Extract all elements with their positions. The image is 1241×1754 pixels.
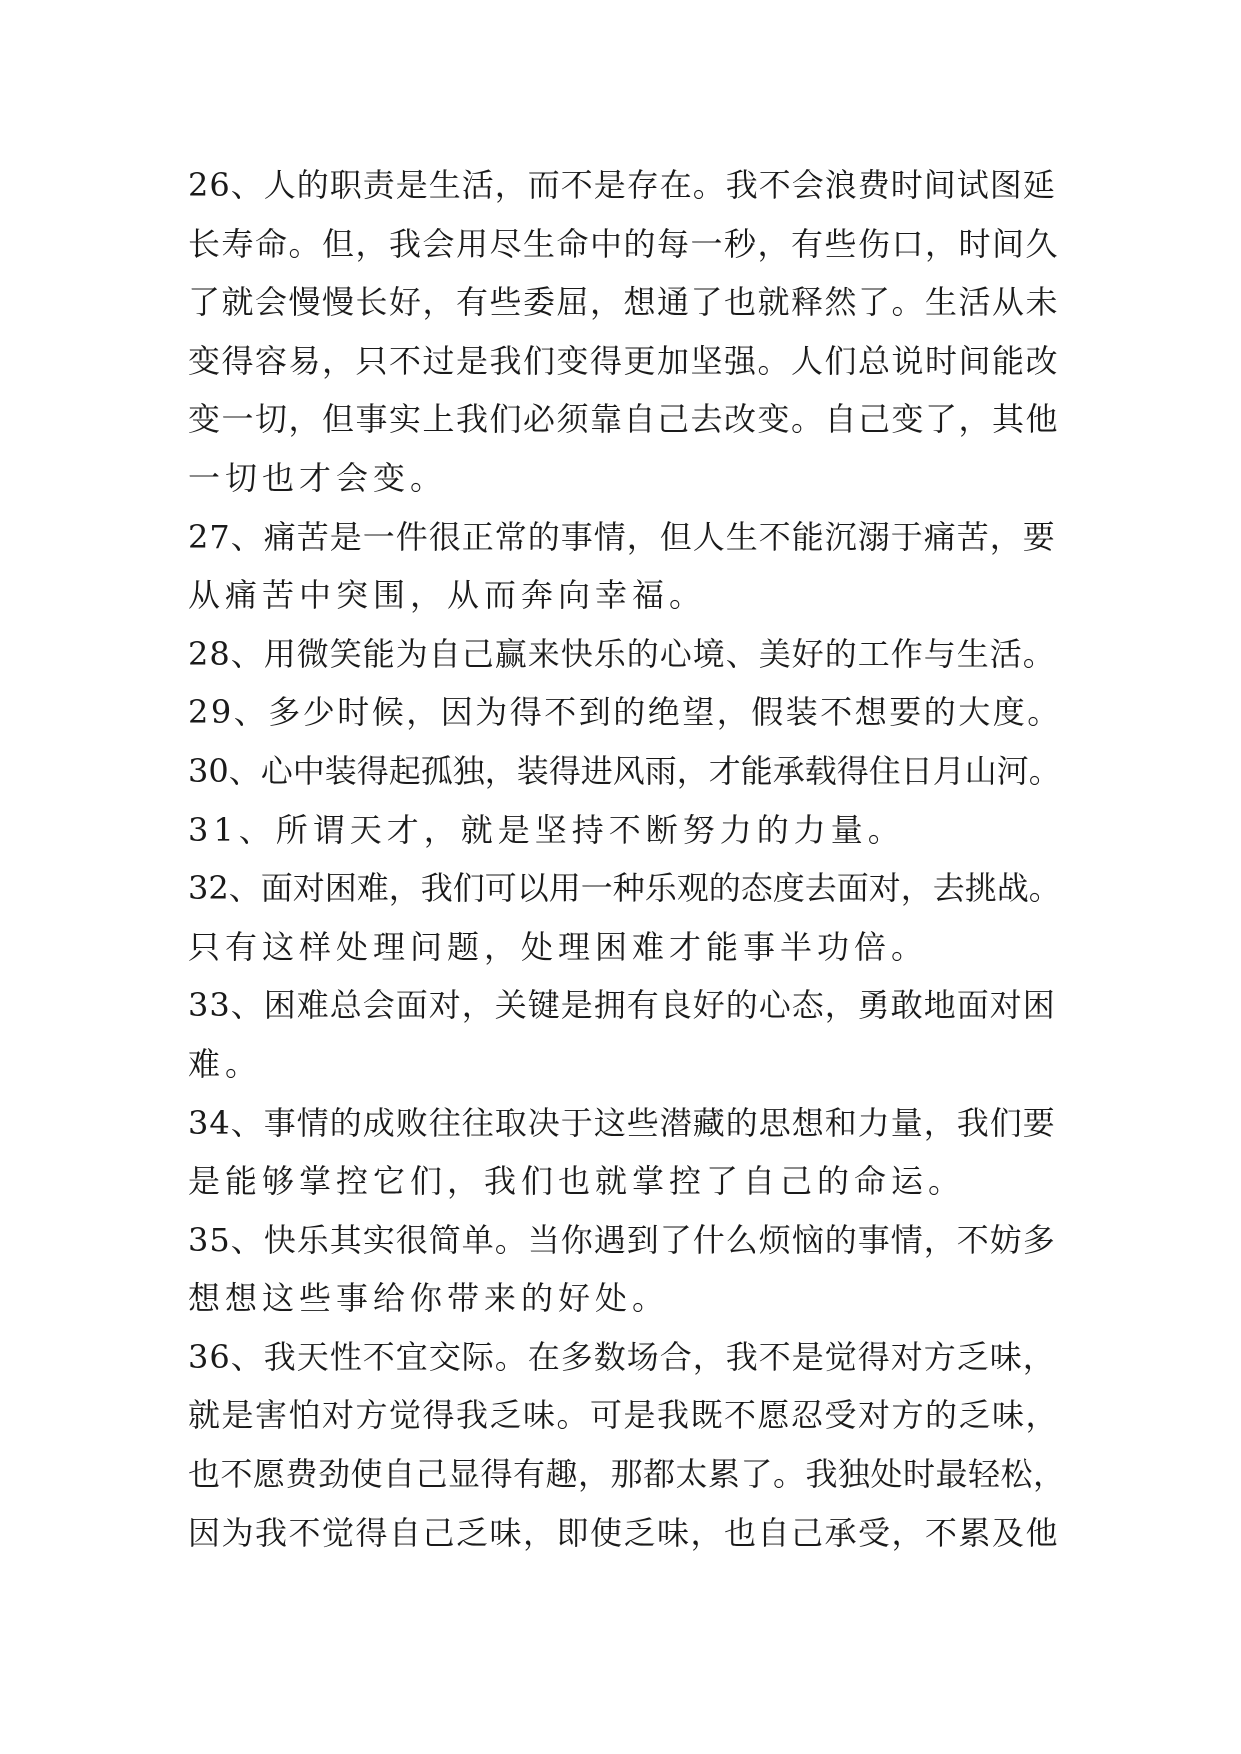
text-line: 34、事情的成败往往取决于这些潜藏的思想和力量，我们要 [188, 1103, 1056, 1142]
text-line: 变得容易，只不过是我们变得更加坚强。人们总说时间能改 [188, 341, 1060, 380]
text-line: 长寿命。但，我会用尽生命中的每一秒，有些伤口，时间久 [188, 224, 1060, 263]
text-line: 只有这样处理问题，处理困难才能事半功倍。 [188, 927, 929, 966]
text-line: 29、多少时候，因为得不到的绝望，假装不想要的大度。 [188, 693, 1062, 732]
text-line: 就是害怕对方觉得我乏味。可是我既不愿忍受对方的乏味， [188, 1396, 1060, 1435]
body-text [188, 156, 1066, 1562]
text-line: 因为我不觉得自己乏味，即使乏味，也自己承受，不累及他 [188, 1513, 1060, 1552]
text-line: 36、我天性不宜交际。在多数场合，我不是觉得对方乏味， [188, 1337, 1056, 1376]
text-line: 从痛苦中突围，从而奔向幸福。 [188, 576, 707, 615]
text-line: 了就会慢慢长好，有些委屈，想通了也就释然了。生活从未 [188, 283, 1060, 322]
text-line: 31、所谓天才，就是坚持不断努力的力量。 [188, 810, 905, 849]
text-line: 35、快乐其实很简单。当你遇到了什么烦恼的事情，不妨多 [188, 1220, 1056, 1259]
text-line: 30、心中装得起孤独，装得进风雨，才能承载得住日月山河。 [188, 751, 1061, 790]
text-line: 是能够掌控它们，我们也就掌控了自己的命运。 [188, 1162, 966, 1201]
text-line: 27、痛苦是一件很正常的事情，但人生不能沉溺于痛苦，要 [188, 517, 1056, 556]
text-line: 26、人的职责是生活，而不是存在。我不会浪费时间试图延 [188, 166, 1056, 204]
text-line: 一切也才会变。 [188, 458, 448, 497]
text-line: 变一切，但事实上我们必须靠自己去改变。自己变了，其他 [188, 400, 1060, 439]
text-line: 28、用微笑能为自己赢来快乐的心境、美好的工作与生活。 [188, 634, 1056, 673]
text-line: 33、困难总会面对，关键是拥有良好的心态，勇敢地面对困 [188, 986, 1056, 1025]
text-line: 也不愿费劲使自己显得有趣，那都太累了。我独处时最轻松， [188, 1455, 1066, 1494]
text-line: 难。 [188, 1044, 263, 1083]
text-line: 想想这些事给你带来的好处。 [188, 1279, 670, 1318]
text-line: 32、面对困难，我们可以用一种乐观的态度去面对，去挑战。 [188, 869, 1061, 908]
